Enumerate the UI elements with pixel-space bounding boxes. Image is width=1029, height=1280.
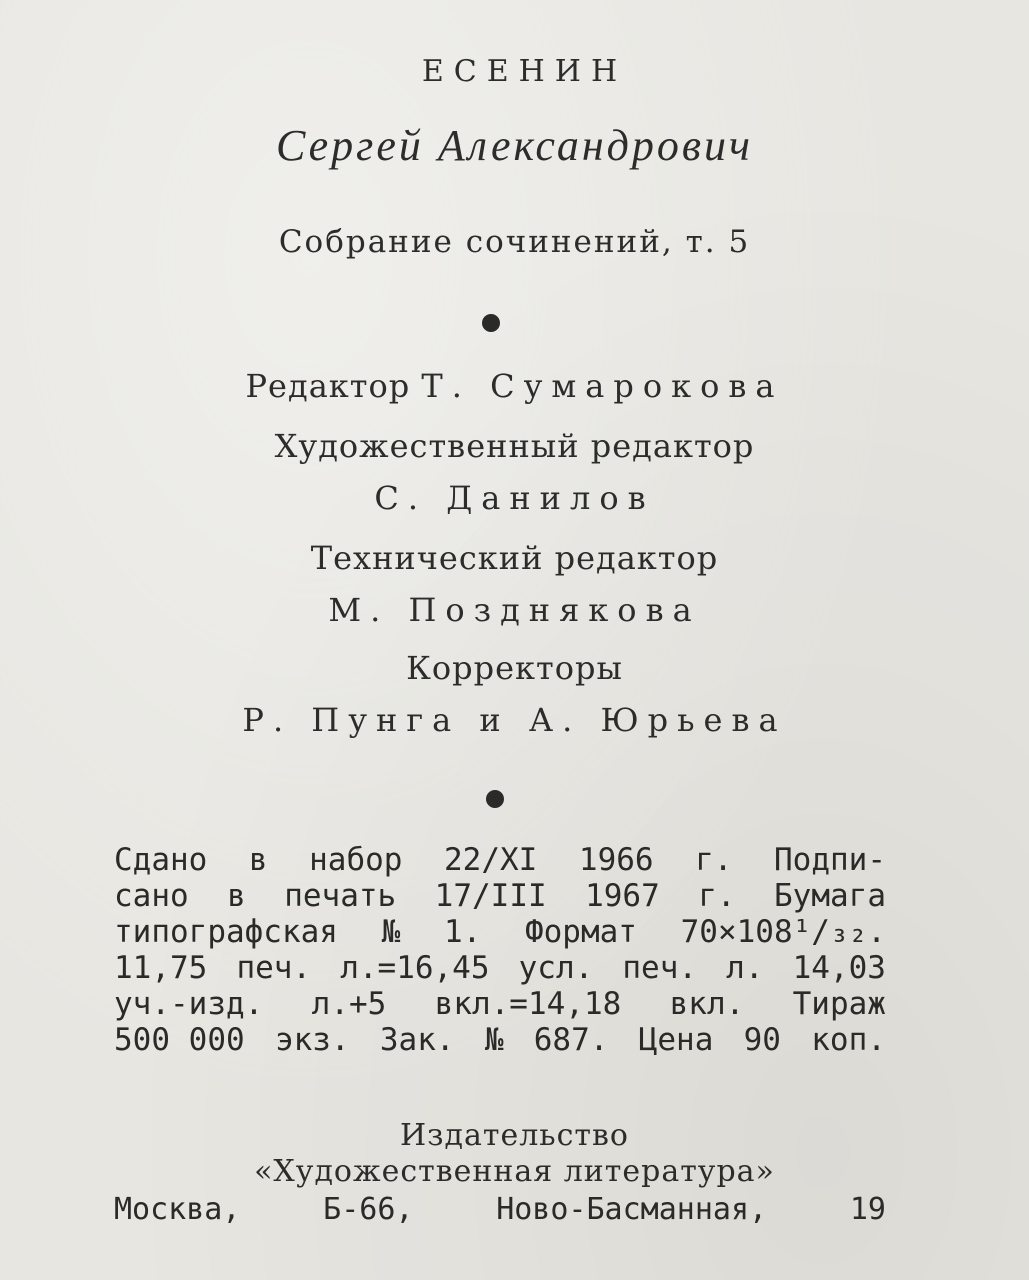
imprint-word: 22/XI [444,842,538,878]
imprint-line [114,950,886,986]
imprint-word: Бумага [774,878,886,914]
address-part: Ново-Басманная, [496,1192,768,1227]
proofreaders-role: Корректоры [406,649,623,687]
imprint-word: усл. [518,950,594,986]
imprint-word: л.=16,45 [340,950,490,986]
imprint-word: Зак. [379,1022,455,1058]
publisher-name: «Художественная литература» [254,1154,775,1189]
imprint-word: 17/III [434,878,547,914]
imprint-line [114,914,886,950]
address-part: 19 [849,1192,886,1227]
tech-editor-name: М. Позднякова [328,591,701,629]
author-surname: ЕСЕНИН [421,54,628,89]
imprint-word: № [381,914,401,950]
imprint-word: сано [114,878,189,914]
collection-title: Собрание сочинений, т. 5 [278,224,751,260]
imprint-word: г. [695,842,733,878]
imprint-word: экз. [274,1022,350,1058]
imprint-word: 14,03 [792,950,886,986]
imprint-word: Формат [524,914,637,950]
separator-bullet-icon [486,790,504,808]
imprint-word: 11,75 [114,950,208,986]
imprint-word: 90 [743,1022,781,1058]
imprint-word: коп. [811,1022,886,1058]
imprint-line [114,842,886,878]
imprint-line [114,1022,886,1058]
imprint-word: 1966 [578,842,654,878]
art-editor-role: Художественный редактор [274,427,755,465]
imprint-word: 1967 [585,878,660,914]
imprint-paragraph [114,842,886,1058]
proofreaders-names: Р. Пунга и А. Юрьева [242,701,787,739]
imprint-word: 70×108¹/₃₂. [680,914,886,950]
imprint-word: № [484,1022,504,1058]
imprint-word: 1. [443,914,482,950]
tech-editor-role: Технический редактор [310,539,719,577]
imprint-line [114,878,886,914]
publisher-label: Издательство [400,1118,629,1153]
imprint-word: в [227,878,246,914]
imprint-word: л. [726,950,764,986]
imprint-word: печ. [622,950,698,986]
separator-bullet-icon [482,314,500,332]
imprint-word: вкл.=14,18 [434,986,622,1022]
address-part: Москва, [114,1192,241,1227]
editor-role: Редактор [245,367,411,405]
imprint-word: Сдано [114,842,208,878]
imprint-word: Тираж [792,986,886,1022]
imprint-word: Цена [638,1022,714,1058]
imprint-word: г. [698,878,736,914]
imprint-word: в [248,842,268,878]
editor-credit [0,366,1029,406]
imprint-word: 687. [533,1022,609,1058]
imprint-word: типографская [114,914,338,950]
publisher-address [114,1190,886,1230]
imprint-word: л.+5 [311,986,387,1022]
author-full-name: Сергей Александрович [275,121,754,170]
address-part: Б-66, [323,1192,414,1227]
imprint-word: печ. [236,950,312,986]
art-editor-name: С. Данилов [374,479,655,517]
imprint-line [114,986,886,1022]
imprint-word: набор [309,842,403,878]
imprint-word: вкл. [669,986,745,1022]
imprint-word: печать [284,878,397,914]
imprint-word: Подпи- [774,842,886,878]
imprint-word: уч.-изд. [114,986,264,1022]
imprint-word: 500 000 [114,1022,245,1058]
editor-name: Т. Сумарокова [421,367,784,405]
